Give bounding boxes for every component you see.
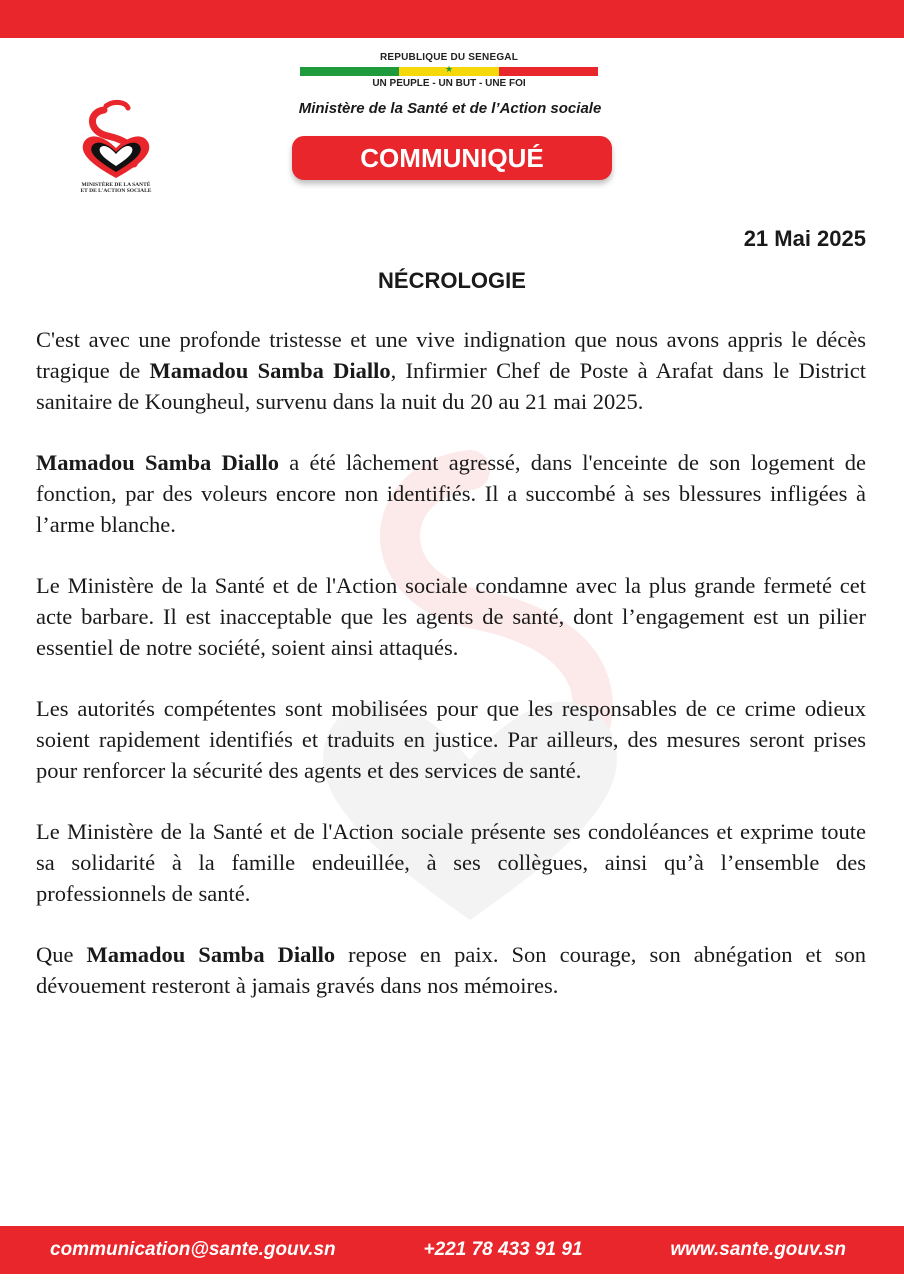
- ministry-logo-icon: [74, 96, 158, 196]
- paragraph-5: Le Ministère de la Santé et de l'Action sociale présente ses condoléances et exprime toute sa solidarité à la famille endeuillée, à ses collègues, ainsi qu’à l’ensemble des professionnels de santé.: [36, 819, 866, 906]
- paragraph-3: Le Ministère de la Santé et de l'Action sociale condamne avec la plus grande fermeté cet acte barbare. Il est inacceptable que les agents de santé, dont l’engagement est un pilier essentiel de notre société, soient ainsi attaqués.: [36, 573, 866, 660]
- senegal-flag-stripe: [300, 64, 598, 76]
- document-title: NÉCROLOGIE: [378, 268, 526, 293]
- document-date: 21 Mai 2025: [743, 226, 866, 251]
- star-icon: ★: [444, 64, 454, 74]
- footer-email[interactable]: communication@sante.gouv.sn: [50, 1239, 336, 1260]
- logo-caption: MINISTÈRE DE LA SANTÉ ET DE L'ACTION SOCIALE: [80, 182, 152, 194]
- paragraph-6: Que Mamadou Samba Diallo repose en paix. Son courage, son abnégation et son dévouement resteront à jamais gravés dans nos mémoires.: [36, 942, 866, 998]
- footer-website[interactable]: www.sante.gouv.sn: [670, 1239, 846, 1260]
- deceased-name: Mamadou Samba Diallo: [36, 450, 280, 475]
- communique-badge: COMMUNIQUÉ: [292, 136, 612, 180]
- republic-label: REPUBLIQUE DU SENEGAL: [379, 52, 519, 63]
- paragraph-4: Les autorités compétentes sont mobilisées pour que les responsables de ce crime odieux soient rapidement identifiés et traduits en justice. Par ailleurs, des mesures seront prises pour renforcer la sécurité des agents et des services de santé.: [36, 696, 866, 783]
- flag-green: [300, 67, 399, 76]
- paragraph-2: Mamadou Samba Diallo a été lâchement agressé, dans l'enceinte de son logement de fonction, par des voleurs encore non identifiés. Il a succombé à ses blessures infligées à l’arme blanche.: [36, 450, 866, 537]
- document-body: [36, 324, 866, 1031]
- paragraph-1: C'est avec une profonde tristesse et une vive indignation que nous avons appris le décès tragique de Mamadou Samba Diallo, Infirmier Chef de Poste à Arafat dans le District sanitaire de Koungheul, survenu dans la nuit du 20 au 21 mai 2025.: [36, 327, 866, 414]
- ministry-name: Ministère de la Santé et de l’Action sociale: [298, 100, 602, 117]
- deceased-name: Mamadou Samba Diallo: [149, 358, 391, 383]
- flag-yellow: [399, 64, 498, 76]
- deceased-name: Mamadou Samba Diallo: [86, 942, 336, 967]
- footer-band: [0, 1226, 904, 1274]
- national-motto: UN PEUPLE - UN BUT - UNE FOI: [372, 78, 526, 89]
- footer-phone[interactable]: +221 78 433 91 91: [423, 1239, 583, 1260]
- top-red-band: [0, 0, 904, 38]
- flag-red: [499, 67, 598, 76]
